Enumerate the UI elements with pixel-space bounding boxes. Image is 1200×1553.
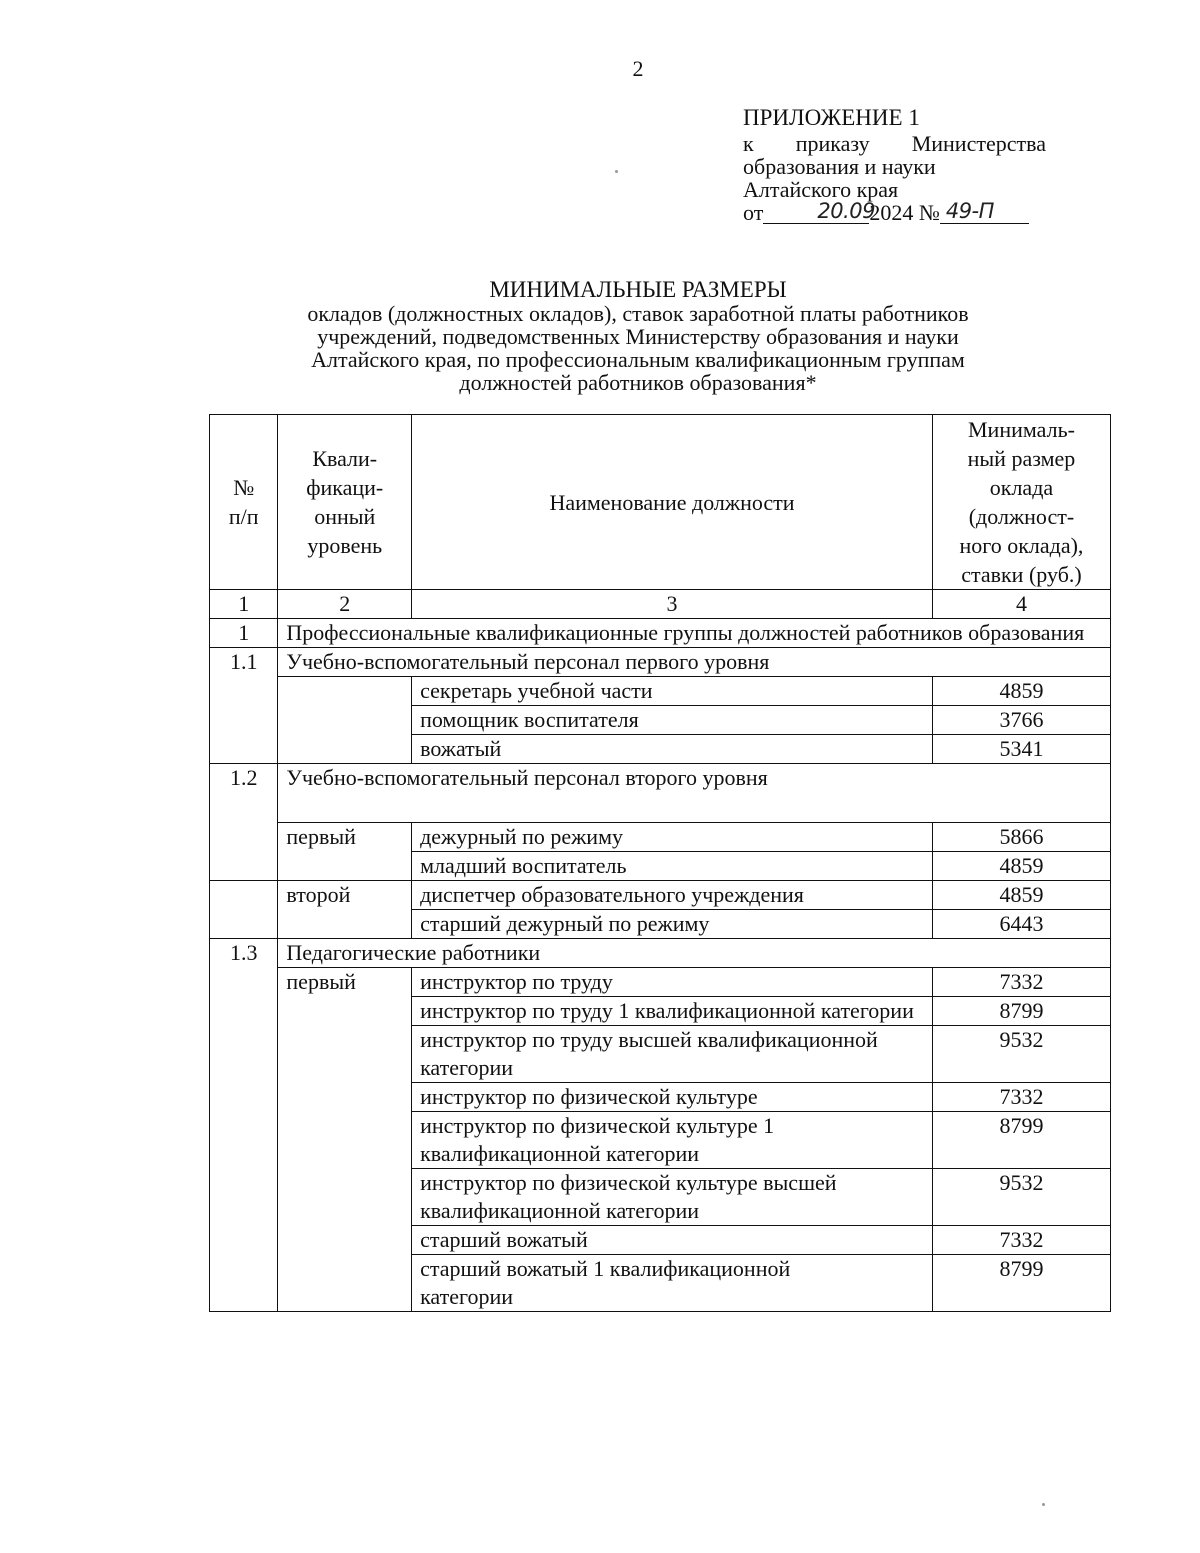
salary-value: 7332 bbox=[932, 1226, 1110, 1255]
position-name: секретарь учебной части bbox=[412, 677, 933, 706]
salary-value: 7332 bbox=[932, 1083, 1110, 1112]
appendix-line-2: образования и науки bbox=[743, 154, 936, 179]
salary-value: 4859 bbox=[932, 852, 1110, 881]
section-number: 1 bbox=[210, 619, 278, 648]
appendix-title: ПРИЛОЖЕНИЕ 1 bbox=[743, 105, 920, 130]
date-blank bbox=[763, 199, 875, 224]
qualification-level: второй bbox=[278, 881, 412, 939]
group-number-empty bbox=[210, 881, 278, 939]
position-name: старший вожатый 1 квалификационной категории bbox=[412, 1255, 933, 1312]
group-title: Педагогические работники bbox=[278, 939, 1111, 968]
handwritten-date: 20.09 bbox=[817, 199, 875, 223]
number-blank bbox=[940, 201, 1029, 224]
section-title: Профессиональные квалификационные группы должностей работников образования bbox=[278, 619, 1111, 648]
position-name: инструктор по труду 1 квалификационной категории bbox=[412, 997, 933, 1026]
qualification-level: первый bbox=[278, 823, 412, 881]
order-year: 2024 № bbox=[869, 200, 940, 225]
appendix-line-1-ministry: Министерства bbox=[911, 131, 1046, 156]
salary-value: 4859 bbox=[932, 677, 1110, 706]
header-number: № п/п bbox=[210, 415, 278, 590]
page-number: 2 bbox=[632, 56, 644, 81]
document-title bbox=[240, 278, 1036, 394]
title-heading: МИНИМАЛЬНЫЕ РАЗМЕРЫ bbox=[489, 277, 787, 302]
salary-value: 7332 bbox=[932, 968, 1110, 997]
colnum-3: 3 bbox=[412, 590, 933, 619]
position-name: вожатый bbox=[412, 735, 933, 764]
table-row bbox=[210, 677, 1111, 706]
group-number: 1.2 bbox=[210, 764, 278, 881]
position-name: старший дежурный по режиму bbox=[412, 910, 933, 939]
group-row bbox=[210, 939, 1111, 968]
table-row bbox=[210, 881, 1111, 910]
title-line-1: окладов (должностных окладов), ставок заработной платы работников bbox=[307, 301, 969, 326]
colnum-1: 1 bbox=[210, 590, 278, 619]
position-name: помощник воспитателя bbox=[412, 706, 933, 735]
salary-value: 9532 bbox=[932, 1169, 1110, 1226]
appendix-line-1 bbox=[743, 132, 1046, 155]
scan-speck bbox=[615, 170, 618, 173]
salary-value: 9532 bbox=[932, 1026, 1110, 1083]
colnum-4: 4 bbox=[932, 590, 1110, 619]
salary-value: 5341 bbox=[932, 735, 1110, 764]
appendix-line-1-order: приказу bbox=[795, 131, 870, 156]
date-prefix: от bbox=[743, 200, 764, 225]
title-line-2: учреждений, подведомственных Министерству образования и науки bbox=[317, 324, 959, 349]
table-header-row bbox=[210, 415, 1111, 590]
salary-value: 8799 bbox=[932, 997, 1110, 1026]
position-name: диспетчер образовательного учреждения bbox=[412, 881, 933, 910]
title-line-4: должностей работников образования* bbox=[459, 370, 817, 395]
salary-value: 8799 bbox=[932, 1255, 1110, 1312]
handwritten-number: 49-П bbox=[945, 199, 994, 223]
position-name: инструктор по труду высшей квалификационной категории bbox=[412, 1026, 933, 1083]
position-name: инструктор по труду bbox=[412, 968, 933, 997]
salary-value: 5866 bbox=[932, 823, 1110, 852]
table-row bbox=[210, 823, 1111, 852]
title-line-3: Алтайского края, по профессиональным квалификационным группам bbox=[311, 347, 965, 372]
colnum-2: 2 bbox=[278, 590, 412, 619]
position-name: младший воспитатель bbox=[412, 852, 933, 881]
header-position-name: Наименование должности bbox=[412, 415, 933, 590]
salary-value: 3766 bbox=[932, 706, 1110, 735]
group-row bbox=[210, 648, 1111, 677]
column-numbers-row bbox=[210, 590, 1111, 619]
group-row bbox=[210, 764, 1111, 823]
group-title: Учебно-вспомогательный персонал второго уровня bbox=[278, 764, 1111, 823]
position-name: дежурный по режиму bbox=[412, 823, 933, 852]
level-cell-empty bbox=[278, 677, 412, 764]
salary-value: 4859 bbox=[932, 881, 1110, 910]
position-name: инструктор по физической культуре 1 квалификационной категории bbox=[412, 1112, 933, 1169]
group-number: 1.1 bbox=[210, 648, 278, 764]
appendix-date-line bbox=[743, 201, 1046, 224]
position-name: старший вожатый bbox=[412, 1226, 933, 1255]
appendix-line-3: Алтайского края bbox=[743, 177, 899, 202]
group-number: 1.3 bbox=[210, 939, 278, 1312]
scan-speck bbox=[1042, 1503, 1045, 1506]
header-qualification-level: Квали- фикаци- онный уровень bbox=[278, 415, 412, 590]
appendix-block bbox=[743, 106, 1046, 224]
position-name: инструктор по физической культуре bbox=[412, 1083, 933, 1112]
position-name: инструктор по физической культуре высшей квалификационной категории bbox=[412, 1169, 933, 1226]
section-row bbox=[210, 619, 1111, 648]
table-row bbox=[210, 968, 1111, 997]
salary-value: 6443 bbox=[932, 910, 1110, 939]
appendix-line-1-k: к bbox=[743, 131, 754, 156]
qualification-level: первый bbox=[278, 968, 412, 1312]
salary-table bbox=[209, 414, 1111, 1312]
group-title: Учебно-вспомогательный персонал первого уровня bbox=[278, 648, 1111, 677]
header-min-salary: Минималь- ный размер оклада (должност- ного оклада), ставки (руб.) bbox=[932, 415, 1110, 590]
salary-value: 8799 bbox=[932, 1112, 1110, 1169]
